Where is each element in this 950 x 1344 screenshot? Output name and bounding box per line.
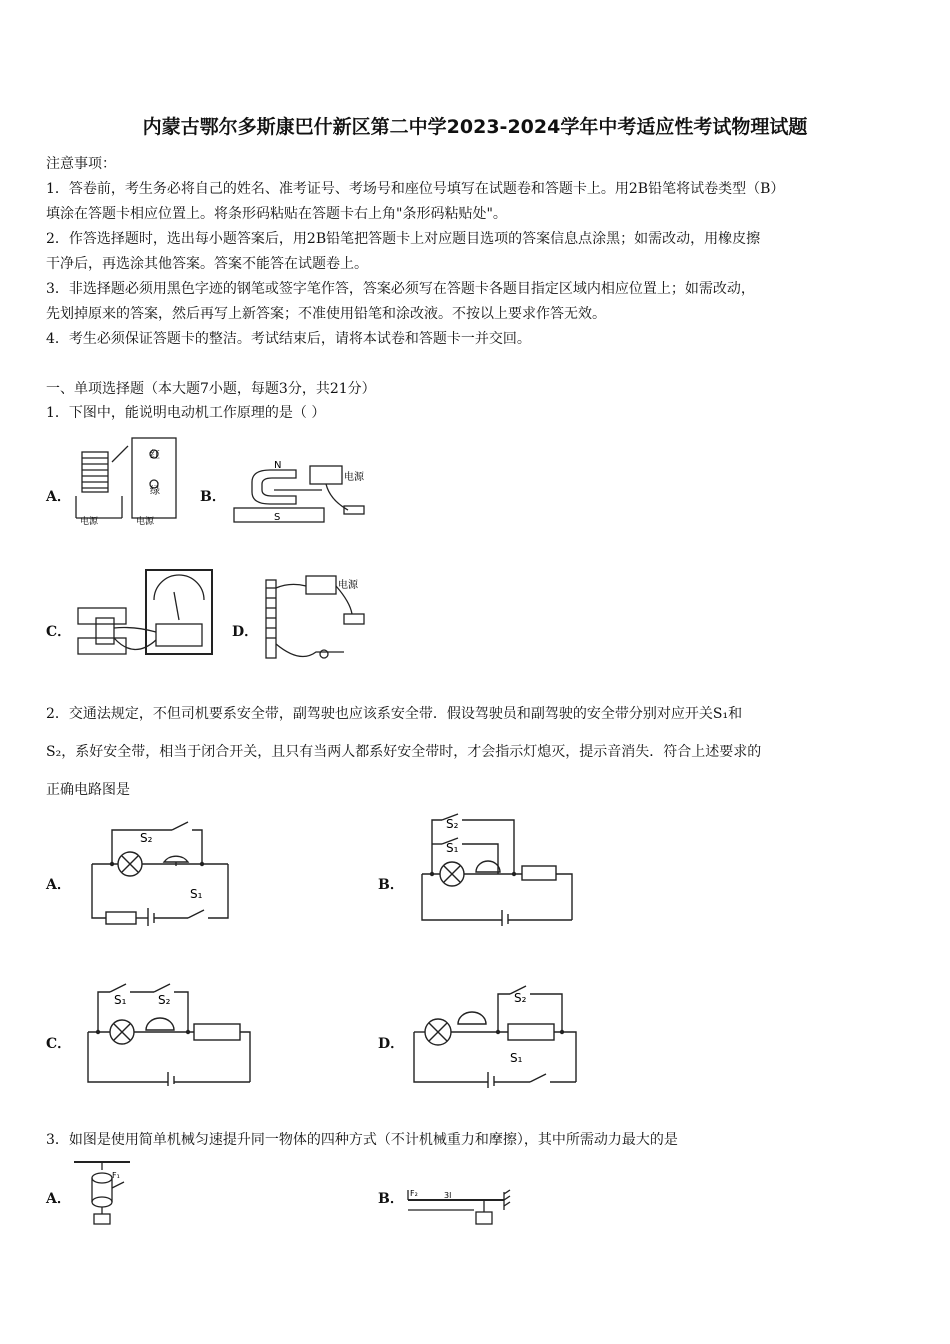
q2-circuit-a xyxy=(88,818,232,926)
magnet-s-label: S xyxy=(274,512,281,523)
relay-red-label: 红 xyxy=(150,450,160,461)
q2-stem-line: 2．交通法规定，不但司机要系安全带，副驾驶也应该系安全带．假设驾驶员和副驾驶的安全带分别对应开关S₁和 xyxy=(46,706,743,722)
q3-stem: 3．如图是使用简单机械匀速提升同一物体的四种方式（不计机械重力和摩擦），其中所需动力最大的是 xyxy=(46,1132,678,1148)
q2-circuit-d xyxy=(410,982,580,1088)
q2b-s1-label: S₁ xyxy=(446,841,459,855)
q3-figure-a-wheel-axle xyxy=(72,1158,132,1226)
q1-option-d-label: D． xyxy=(232,624,259,640)
q2-circuit-c xyxy=(84,984,256,1086)
q3-figure-b-lever xyxy=(404,1186,516,1228)
q1-figure-d-electromagnet xyxy=(260,574,376,666)
q1-option-b-label: B． xyxy=(200,489,226,505)
q2-option-b-label: B． xyxy=(378,877,404,893)
notes-line: 1．答卷前，考生务必将自己的姓名、准考证号、考场号和座位号填写在试题卷和答题卡上。用2B铅笔将试卷类型（B） xyxy=(46,181,785,197)
notes-line: 4．考生必须保证答题卡的整洁。考试结束后，请将本试卷和答题卡一并交回。 xyxy=(46,331,531,347)
notes-line: 3．非选择题必须用黑色字迹的钢笔或签字笔作答，答案必须写在答题卡各题目指定区域内相应位置上；如需改动， xyxy=(46,281,755,297)
q3-option-a-label: A． xyxy=(46,1191,71,1207)
q2d-s2-label: S₂ xyxy=(514,991,527,1005)
q3b-f2-label: F₂ xyxy=(410,1189,418,1198)
q1-figure-c-galvanometer xyxy=(74,568,224,666)
q2-option-c-label: C． xyxy=(46,1036,72,1052)
q1-option-c-label: C． xyxy=(46,624,72,640)
rail-source-label: 电源 xyxy=(344,472,364,483)
notes-line: 先划掉原来的答案，然后再写上新答案；不准使用铅笔和涂改液。不按以上要求作答无效。 xyxy=(46,306,606,322)
q2c-s2-label: S₂ xyxy=(158,993,171,1007)
relay-source-label: 电源 xyxy=(80,517,99,527)
q2c-s1-label: S₁ xyxy=(114,993,127,1007)
section-heading: 一、单项选择题（本大题7小题，每题3分，共21分） xyxy=(46,381,376,397)
q1-stem: 1．下图中，能说明电动机工作原理的是（ ） xyxy=(46,405,326,421)
magnet-n-label: N xyxy=(274,460,282,471)
page-title: 内蒙古鄂尔多斯康巴什新区第二中学2023-2024学年中考适应性考试物理试题 xyxy=(142,116,808,138)
q1-option-a-label: A． xyxy=(46,489,71,505)
q1-figure-a-relay xyxy=(72,432,184,528)
q3b-length-label: 3l xyxy=(444,1191,452,1200)
notes-line: 填涂在答题卡相应位置上。将条形码粘贴在答题卡右上角"条形码粘贴处"。 xyxy=(46,206,507,222)
q3-option-b-label: B． xyxy=(378,1191,404,1207)
q1-figure-b-magnet-rail xyxy=(230,460,376,528)
notes-line: 2．作答选择题时，选出每小题答案后，用2B铅笔把答题卡上对应题目选项的答案信息点涂黑；如需改动，用橡皮擦 xyxy=(46,231,761,247)
relay-source-label: 电源 xyxy=(136,517,155,527)
q2-option-a-label: A． xyxy=(46,877,71,893)
q2a-s1-label: S₁ xyxy=(190,887,203,901)
q2-stem-line: 正确电路图是 xyxy=(46,782,130,798)
notes-line: 干净后，再选涂其他答案。答案不能答在试题卷上。 xyxy=(46,256,368,272)
q3a-f1-label: F₁ xyxy=(112,1171,120,1180)
q2-stem-line: S₂，系好安全带，相当于闭合开关，且只有当两人都系好安全带时，才会指示灯熄灭，提示音消失．符合上述要求的 xyxy=(46,744,762,760)
relay-green-label: 绿 xyxy=(150,486,160,497)
q2d-s1-label: S₁ xyxy=(510,1051,523,1065)
electromagnet-source-label: 电源 xyxy=(338,580,358,591)
q2-circuit-b xyxy=(418,814,578,926)
notes-heading: 注意事项： xyxy=(46,156,116,172)
q2-option-d-label: D． xyxy=(378,1036,405,1052)
q2a-s2-label: S₂ xyxy=(140,831,153,845)
q2b-s2-label: S₂ xyxy=(446,817,459,831)
